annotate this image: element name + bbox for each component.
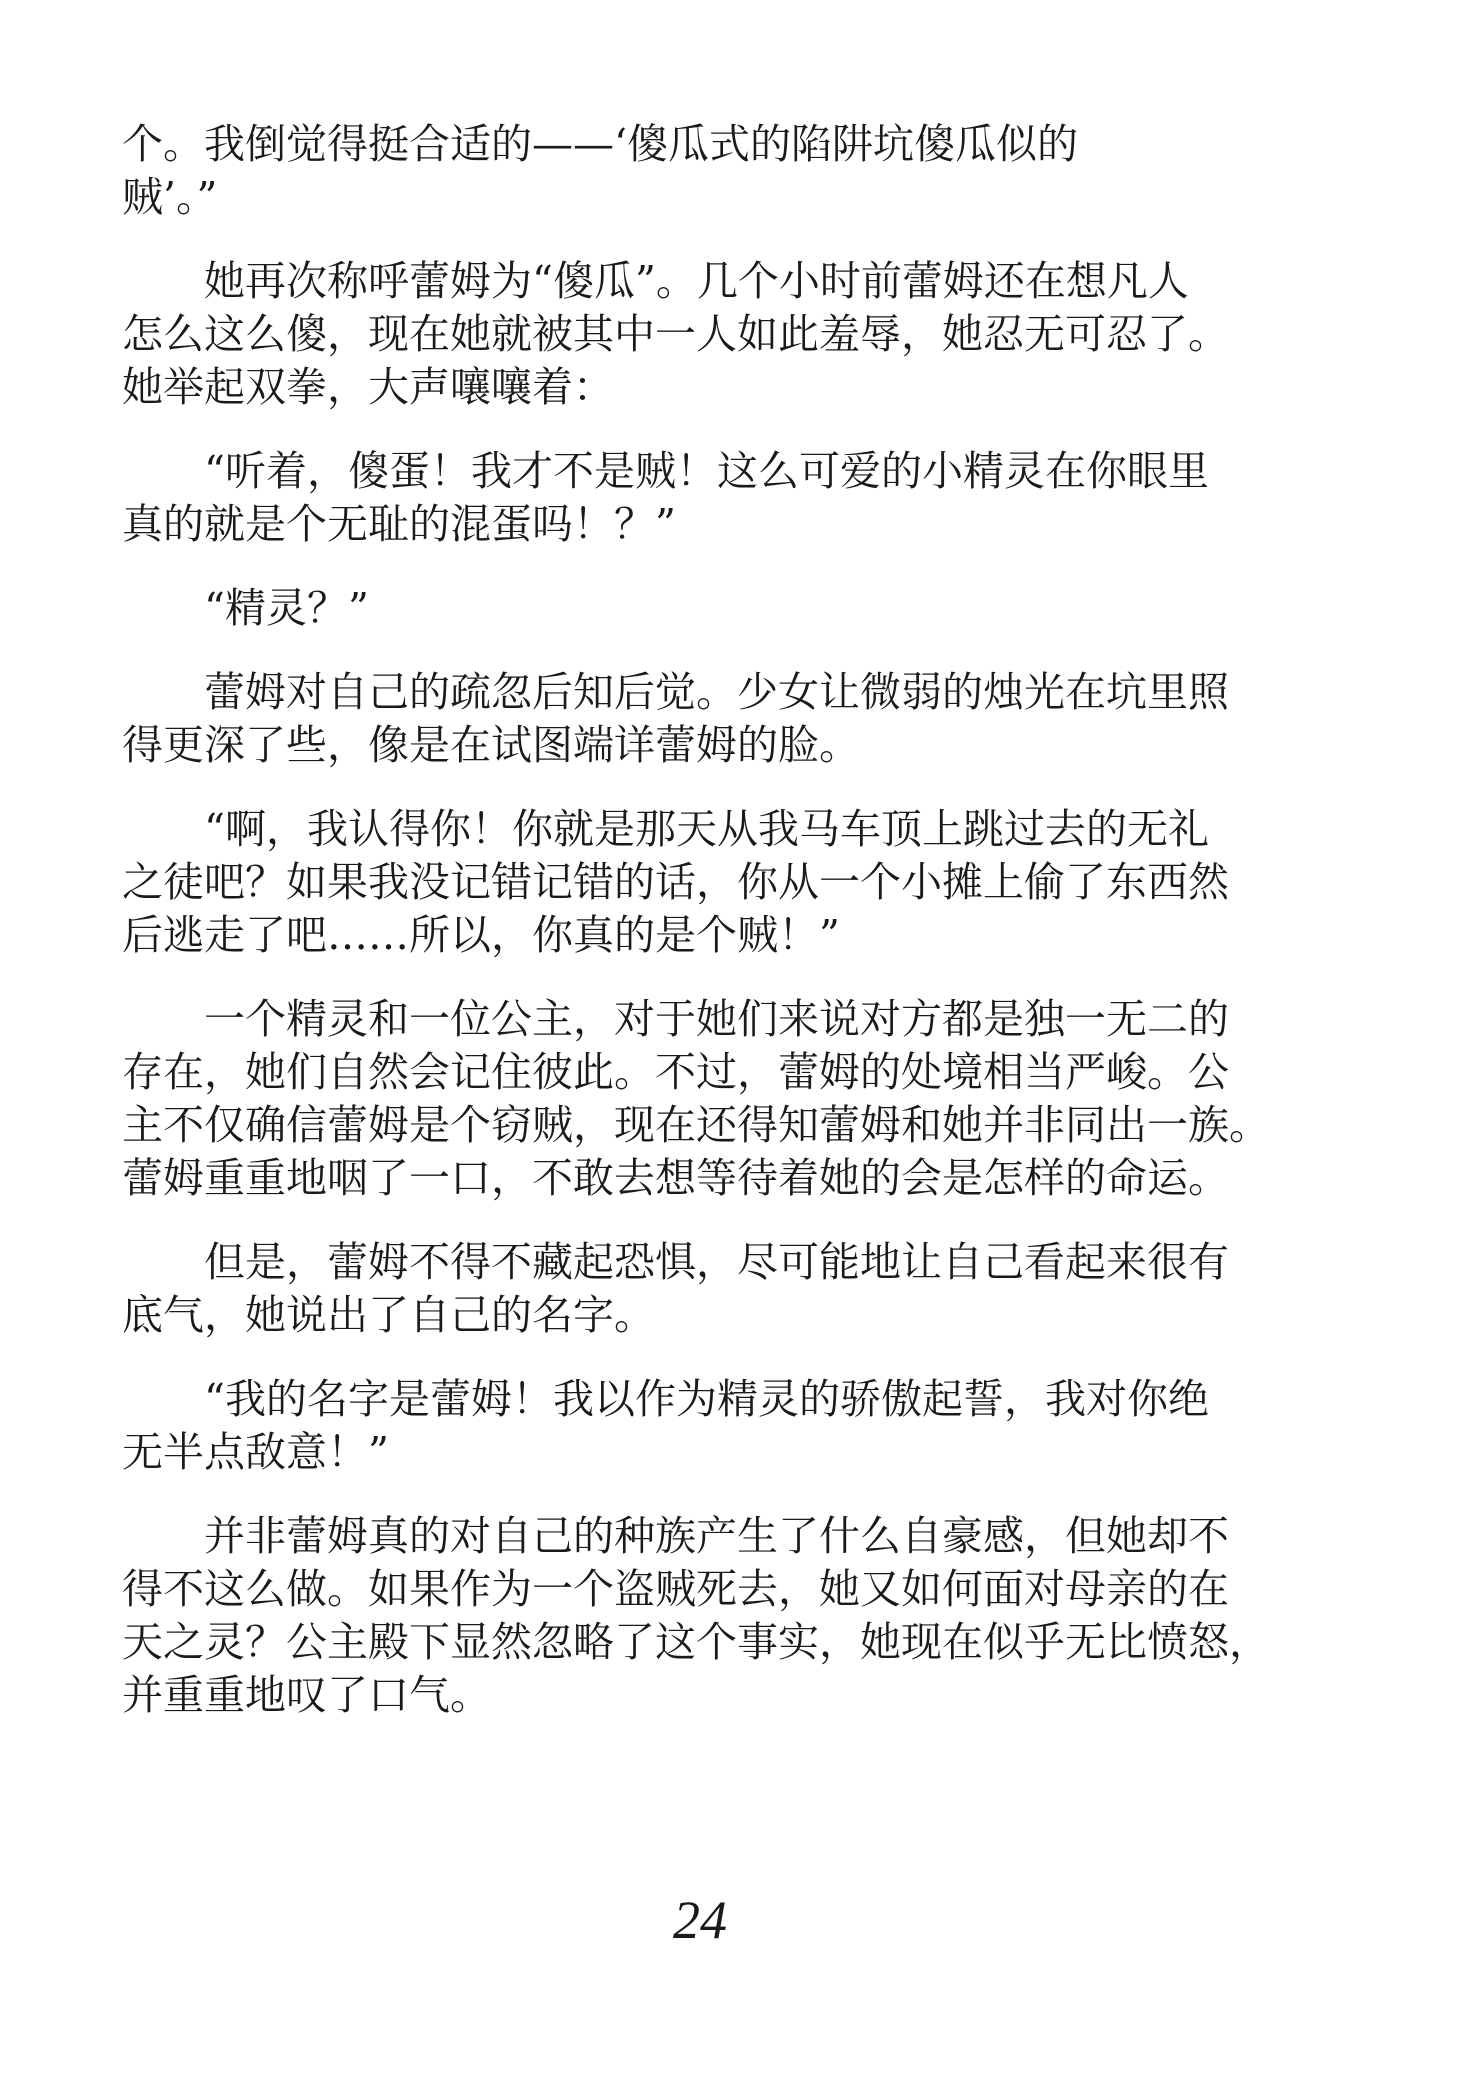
text-line: “啊，我认得你！你就是那天从我马车顶上跳过去的无礼 (204, 805, 1209, 853)
paragraph (122, 803, 1282, 962)
page-number: 24 (673, 1890, 727, 1950)
paragraph (122, 1510, 1282, 1722)
text-line: 蕾姆重重地咽了一口，不敢去想等待着她的会是怎样的命运。 (122, 1154, 1229, 1202)
paragraph (122, 1236, 1282, 1342)
text-line: 之徒吧？如果我没记错记错的话，你从一个小摊上偷了东西然 (122, 858, 1229, 906)
text-line: 她举起双拳，大声嚷嚷着： (122, 363, 614, 411)
paragraph (122, 445, 1282, 551)
text-line: 贼’。” (122, 173, 218, 221)
text-line: 后逃走了吧……所以，你真的是个贼！” (122, 911, 840, 959)
paragraph (122, 582, 1282, 635)
paragraph (122, 666, 1282, 772)
text-line: 无半点敌意！” (122, 1428, 389, 1476)
text-line: 天之灵？公主殿下显然忽略了这个事实，她现在似乎无比愤怒， (122, 1618, 1270, 1666)
text-line: 底气，她说出了自己的名字。 (122, 1291, 655, 1339)
text-line: 怎么这么傻，现在她就被其中一人如此羞辱，她忍无可忍了。 (122, 310, 1229, 358)
text-line: “听着，傻蛋！我才不是贼！这么可爱的小精灵在你眼里 (204, 447, 1209, 495)
text-line: 她再次称呼蕾姆为“傻瓜”。几个小时前蕾姆还在想凡人 (204, 257, 1189, 305)
text-line: 主不仅确信蕾姆是个窃贼，现在还得知蕾姆和她并非同出一族。 (122, 1101, 1270, 1149)
text-line: 个。我倒觉得挺合适的——‘傻瓜式的陷阱坑傻瓜似的 (122, 120, 1079, 168)
paragraph (122, 1373, 1282, 1479)
text-line: 蕾姆对自己的疏忽后知后觉。少女让微弱的烛光在坑里照 (204, 668, 1229, 716)
paragraph (122, 993, 1282, 1205)
text-line: 得更深了些，像是在试图端详蕾姆的脸。 (122, 721, 860, 769)
text-line: 并非蕾姆真的对自己的种族产生了什么自豪感，但她却不 (204, 1512, 1229, 1560)
text-line: 一个精灵和一位公主，对于她们来说对方都是独一无二的 (204, 995, 1229, 1043)
paragraph (122, 118, 1282, 224)
text-line: 并重重地叹了口气。 (122, 1671, 491, 1719)
text-line: 存在，她们自然会记住彼此。不过，蕾姆的处境相当严峻。公 (122, 1048, 1229, 1096)
text-line: “我的名字是蕾姆！我以作为精灵的骄傲起誓，我对你绝 (204, 1375, 1209, 1423)
text-line: 真的就是个无耻的混蛋吗！？” (122, 500, 676, 548)
text-line: 但是，蕾姆不得不藏起恐惧，尽可能地让自己看起来很有 (204, 1238, 1229, 1286)
text-line: “精灵？” (204, 584, 369, 632)
book-page-body (122, 118, 1282, 1753)
paragraph (122, 255, 1282, 414)
text-line: 得不这么做。如果作为一个盗贼死去，她又如何面对母亲的在 (122, 1565, 1229, 1613)
